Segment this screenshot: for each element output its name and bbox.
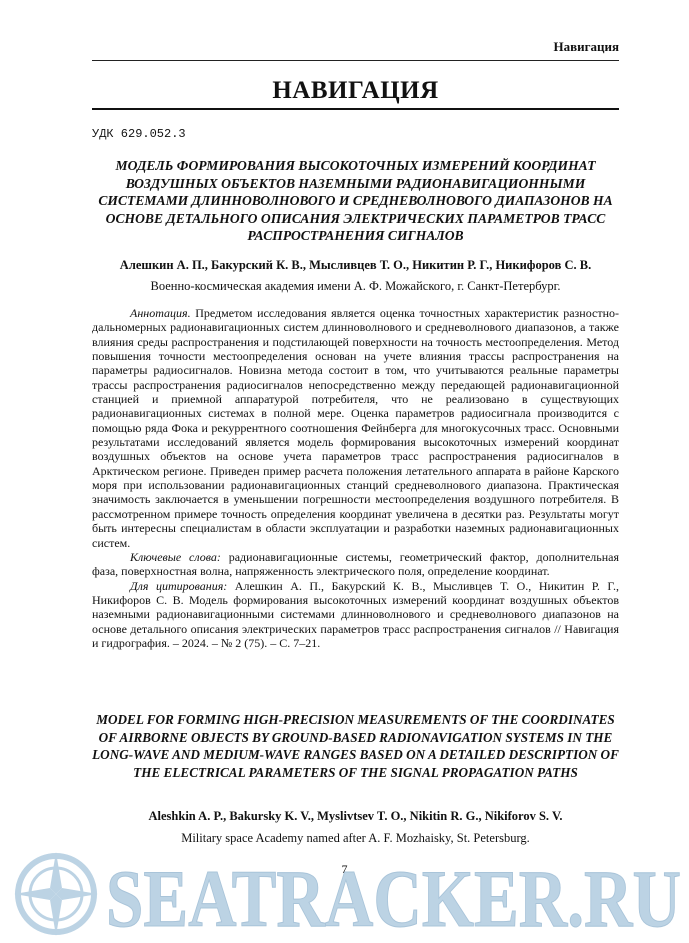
- affiliation-en: Military space Academy named after A. F. Mozhaisky, St. Petersburg.: [181, 831, 530, 845]
- page-number: 7: [341, 862, 348, 876]
- section-title: НАВИГАЦИЯ: [272, 77, 439, 104]
- article-title-en: MODEL FOR FORMING HIGH-PRECISION MEASUREMENTS OF THE COORDINATES OF AIRBORNE OBJECTS BY GROUND-BASED RADIONAVIGATION SYSTEMS IN THE LONG-WAVE AND MEDIUM-WAVE RANGES BASED ON A DETAILED DESCRIPTION OF THE ELECTRICAL PARAMETERS OF THE SIGNAL PROPAGATION PATHS: [92, 712, 619, 780]
- affiliation-ru: Военно-космическая академия имени А. Ф. Можайского, г. Санкт-Петербург.: [150, 279, 561, 293]
- article-title-ru: МОДЕЛЬ ФОРМИРОВАНИЯ ВЫСОКОТОЧНЫХ ИЗМЕРЕНИЙ КООРДИНАТ ВОЗДУШНЫХ ОБЪЕКТОВ НАЗЕМНЫМИ РАДИОНАВИГАЦИОННЫМИ СИСТЕМАМИ ДЛИННОВОЛНОВОГО И СРЕДНЕВОЛНОВОГО ДИАПАЗОНОВ НА ОСНОВЕ ДЕТАЛЬНОГО ОПИСАНИЯ ЭЛЕКТРИЧЕСКИХ ПАРАМЕТРОВ ТРАСС РАСПРОСТРАНЕНИЯ СИГНАЛОВ: [98, 158, 613, 243]
- abstract-paragraph: [92, 306, 619, 550]
- authors-ru: Алешкин А. П., Бакурский К. В., Мысливцев Т. О., Никитин Р. Г., Никифоров С. В.: [119, 258, 592, 272]
- abstract-label: Аннотация.: [130, 306, 191, 320]
- section-title-rule: [92, 108, 619, 110]
- keywords-label: Ключевые слова:: [130, 549, 221, 564]
- keywords-paragraph: [92, 550, 619, 579]
- watermark-text: SEATRACKER.RU: [106, 853, 681, 940]
- abstract-text: Предметом исследования является оценка точностных характеристик разностно-дальномерных радионавигационных систем длинноволнового и средневолнового диапазонов, а также влияния среды распространения и подстилающей поверхности на точность местоопределения. Метод повышения точности местоопределения основан на учете влияния трассы распространения на параметры радиосигналов. Новизна метода состоит в том, что учитываются реальные параметры трассы распространения радиосигналов непосредственно между передающей радионавигационной станцией и приемной аппаратурой потребителя, что не реализовано в существующих радионавигационных системах в полной мере. Оценка параметров радиосигнала производится с помощью ряда Фока и рекуррентного соотношения Фейнберга для многокусочных трасс. Основными результатами исследований является модель формирования высокоточных измерений координат воздушных объектов на основе учета параметров трасс распространения радиосигналов в Арктическом регионе. Приведен пример расчета положения летательного аппарата в районе Карского моря при использовании радионавигационных станций средневолнового диапазона. Практическая значимость заключается в уменьшении погрешности местоопределения воздушного потребителя. В рассмотренном примере точность определения координат увеличена в десятки раз. Результаты могут быть интересны специалистам в области эксплуатации и разработки наземных радионавигационных систем.: [92, 306, 619, 550]
- abstract-block: [92, 306, 619, 650]
- citation-text: Алешкин А. П., Бакурский К. В., Мысливцев Т. О., Никитин Р. Г., Никифоров С. В. Модель формирования высокоточных измерений координат воздушных объектов наземными радионавигационными системами длинноволнового и средневолнового диапазонов на основе детального описания электрических параметров трасс распространения сигналов // Навигация и гидрография. – 2024. – № 2 (75). – С. 7–21.: [92, 578, 620, 650]
- authors-en: Aleshkin A. P., Bakursky K. V., Myslivtsev T. O., Nikitin R. G., Nikiforov S. V.: [148, 809, 563, 823]
- citation-label: Для цитирования:: [130, 578, 228, 593]
- citation-paragraph: [92, 579, 619, 651]
- header-rule: [92, 60, 619, 61]
- udk-code: УДК 629.052.3: [92, 127, 186, 141]
- keywords-text: радионавигационные системы, геометрический фактор, дополнительная фаза, поверхностная волна, напряженность электрического поля, определение координат.: [92, 549, 620, 579]
- running-head: Навигация: [553, 39, 619, 54]
